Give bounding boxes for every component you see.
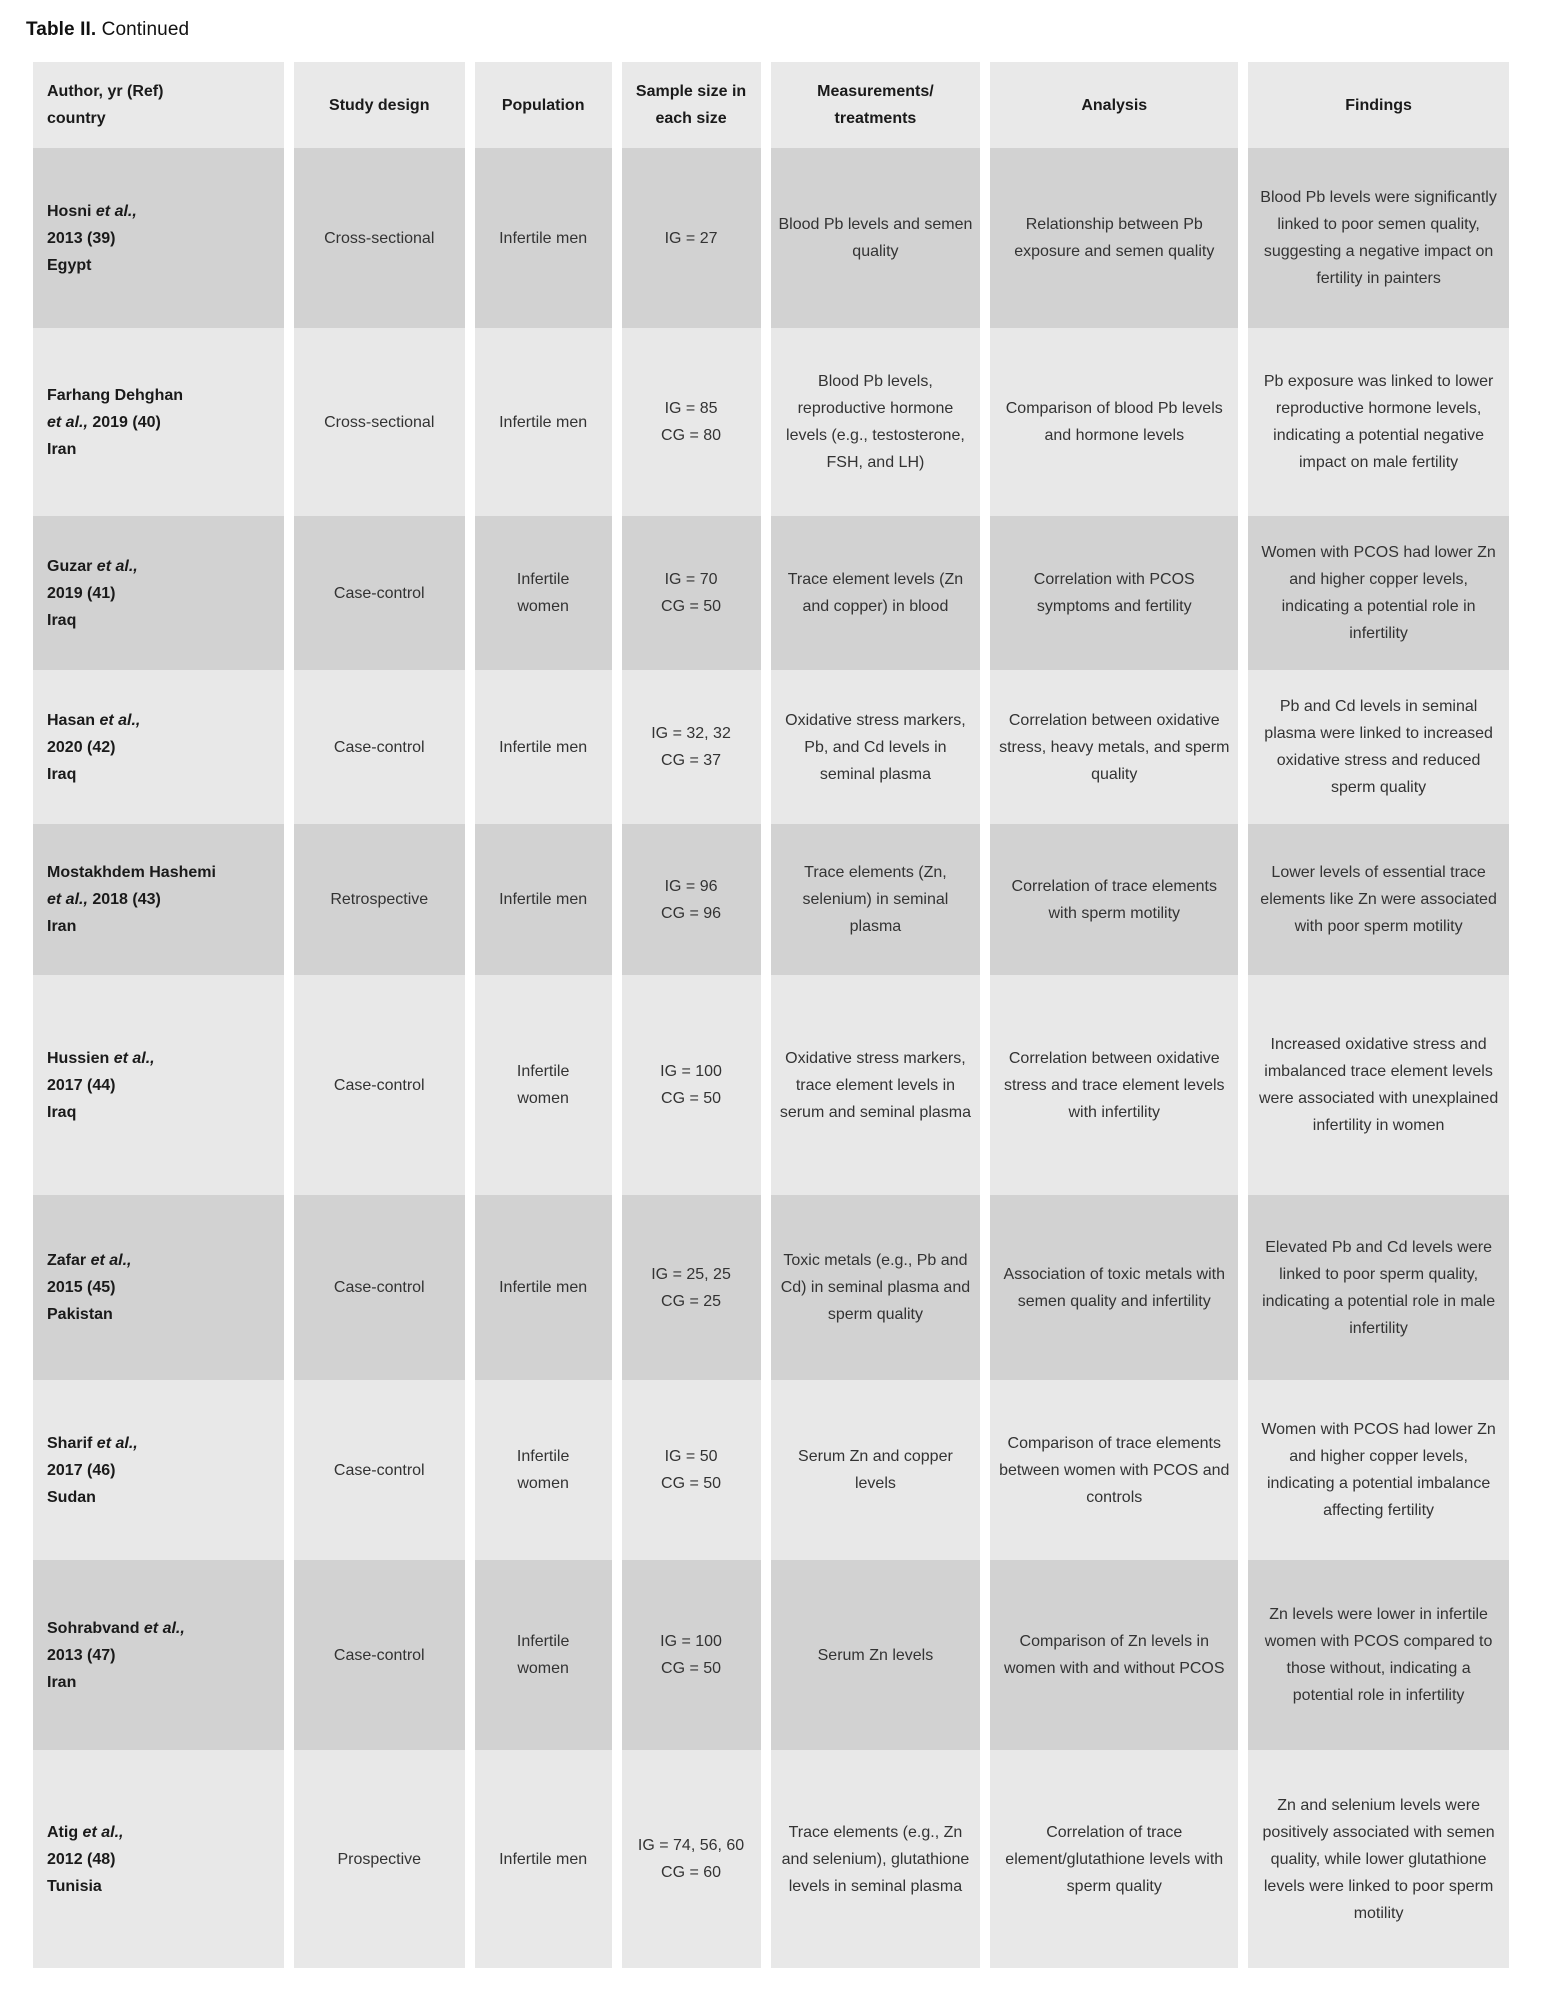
population-cell [475, 670, 612, 824]
study-design-cell: Case-control [294, 1195, 465, 1380]
table-row [33, 1560, 1509, 1750]
study-design-cell: Case-control [294, 975, 465, 1195]
sample-size-cell [622, 1380, 761, 1560]
author-cell [33, 670, 284, 824]
header-population [475, 62, 612, 148]
sample-size-cell [622, 824, 761, 975]
sample-size-cell [622, 148, 761, 328]
population-cell [475, 1195, 612, 1380]
sample-size-line: IG = 100 [660, 1063, 722, 1080]
population-line: Infertile men [499, 229, 588, 247]
header-analysis [990, 62, 1238, 148]
measurements-cell: Trace elements (Zn, selenium) in seminal plasma [771, 824, 981, 975]
sample-size-cell [622, 670, 761, 824]
population-line: Infertile men [499, 1279, 588, 1296]
population-cell [475, 328, 612, 516]
author-line: 2015 (45) [47, 1279, 116, 1296]
author-line: et al., 2018 (43) [47, 891, 161, 908]
table-title [26, 19, 189, 41]
population-line: Infertile [516, 571, 570, 588]
sample-size-cell [622, 1195, 761, 1380]
author-line: Hussien et al., [47, 1049, 155, 1067]
sample-size-line: IG = 32, 32 [651, 725, 731, 742]
author-line: 2019 (41) [47, 584, 116, 602]
population-line: women [517, 1660, 569, 1677]
sample-size-cell [622, 516, 761, 670]
study-design-cell: Cross-sectional [294, 148, 465, 328]
author-line: 2017 (44) [47, 1076, 116, 1094]
header-line: Measurements/ [817, 83, 934, 100]
author-cell [33, 824, 284, 975]
findings-cell: Elevated Pb and Cd levels were linked to poor sperm quality, indicating a potential role in male infertility [1248, 1195, 1509, 1380]
author-line: 2013 (47) [47, 1646, 116, 1664]
header-findings [1248, 62, 1509, 148]
study-design-cell: Cross-sectional [294, 328, 465, 516]
table-row [33, 328, 1509, 516]
author-line: Sohrabvand et al., [47, 1619, 185, 1637]
sample-size-line: CG = 60 [661, 1864, 722, 1881]
sample-size-line: CG = 50 [661, 1660, 722, 1677]
sample-size-line: CG = 50 [661, 598, 722, 615]
author-line: Iraq [47, 1103, 77, 1121]
analysis-cell: Comparison of Zn levels in women with and without PCOS [990, 1560, 1238, 1750]
sample-size-cell [622, 975, 761, 1195]
header-line: Author, yr (Ref) [47, 83, 164, 100]
population-line: Infertile [516, 1063, 570, 1080]
findings-cell: Blood Pb levels were significantly linked to poor semen quality, suggesting a negative impact on fertility in painters [1248, 148, 1509, 328]
header-line: each size [655, 110, 727, 127]
population-line: women [517, 1090, 569, 1107]
findings-cell: Women with PCOS had lower Zn and higher copper levels, indicating a potential imbalance affecting fertility [1248, 1380, 1509, 1560]
author-cell [33, 975, 284, 1195]
author-line: Hosni et al., [47, 202, 137, 220]
author-line: Iraq [47, 611, 77, 629]
sample-size-cell [622, 1560, 761, 1750]
population-cell [475, 975, 612, 1195]
author-line: Sudan [47, 1488, 96, 1506]
table-row [33, 1195, 1509, 1380]
author-line: Tunisia [47, 1877, 102, 1895]
sample-size-line: CG = 80 [661, 427, 722, 444]
population-line: Infertile men [499, 413, 588, 431]
study-design-cell: Retrospective [294, 824, 465, 975]
sample-size-line: IG = 85 [664, 400, 718, 417]
author-line: Pakistan [47, 1306, 113, 1323]
table-title-number: Table II. [26, 19, 97, 40]
measurements-cell: Trace elements (e.g., Zn and selenium), glutathione levels in seminal plasma [771, 1750, 981, 1968]
population-line: Infertile [516, 1633, 570, 1650]
sample-size-line: IG = 70 [664, 571, 718, 588]
studies-table [33, 62, 1509, 1968]
sample-size-line: IG = 100 [660, 1633, 722, 1650]
author-cell [33, 516, 284, 670]
study-design-cell: Case-control [294, 1560, 465, 1750]
findings-cell: Zn levels were lower in infertile women with PCOS compared to those without, indicating a potential role in infertility [1248, 1560, 1509, 1750]
header-sample-size [622, 62, 761, 148]
findings-cell: Zn and selenium levels were positively associated with semen quality, while lower glutathione levels were linked to poor sperm motility [1248, 1750, 1509, 1968]
analysis-cell: Comparison of blood Pb levels and hormone levels [990, 328, 1238, 516]
author-cell [33, 1380, 284, 1560]
population-line: women [517, 598, 569, 615]
author-line: 2017 (46) [47, 1461, 116, 1479]
author-line: et al., 2019 (40) [47, 413, 161, 431]
table-row [33, 1750, 1509, 1968]
sample-size-line: IG = 96 [664, 877, 718, 895]
author-cell [33, 328, 284, 516]
measurements-cell: Serum Zn levels [771, 1560, 981, 1750]
author-line: Iran [47, 1673, 77, 1691]
author-cell [33, 1750, 284, 1968]
author-line: Guzar et al., [47, 557, 138, 575]
sample-size-line: IG = 50 [664, 1448, 718, 1465]
author-line: 2020 (42) [47, 738, 116, 756]
measurements-cell: Oxidative stress markers, trace element levels in serum and seminal plasma [771, 975, 981, 1195]
author-line: 2013 (39) [47, 229, 116, 247]
sample-size-cell [622, 328, 761, 516]
sample-size-line: CG = 50 [661, 1475, 722, 1492]
sample-size-line: IG = 25, 25 [651, 1265, 731, 1283]
findings-cell: Pb exposure was linked to lower reproductive hormone levels, indicating a potential negative impact on male fertility [1248, 328, 1509, 516]
measurements-cell: Trace element levels (Zn and copper) in blood [771, 516, 981, 670]
header-line: Findings [1345, 96, 1412, 114]
sample-size-line: IG = 27 [664, 229, 718, 247]
header-author [33, 62, 284, 148]
table-row [33, 1380, 1509, 1560]
population-cell [475, 148, 612, 328]
header-line: Population [501, 96, 585, 114]
author-line: Mostakhdem Hashemi [47, 864, 216, 881]
analysis-cell: Correlation of trace elements with sperm motility [990, 824, 1238, 975]
author-cell [33, 1560, 284, 1750]
header-line: country [47, 110, 106, 127]
population-line: women [517, 1475, 569, 1492]
population-cell [475, 516, 612, 670]
analysis-cell: Association of toxic metals with semen quality and infertility [990, 1195, 1238, 1380]
sample-size-line: CG = 96 [661, 904, 722, 922]
sample-size-line: CG = 50 [661, 1090, 722, 1107]
author-line: Iran [47, 440, 77, 458]
measurements-cell: Blood Pb levels and semen quality [771, 148, 981, 328]
sample-size-line: IG = 74, 56, 60 [637, 1837, 745, 1854]
author-line: Zafar et al., [47, 1252, 132, 1269]
table-row [33, 516, 1509, 670]
author-line: Iran [47, 918, 77, 935]
author-cell [33, 1195, 284, 1380]
measurements-cell: Serum Zn and copper levels [771, 1380, 981, 1560]
population-line: Infertile men [499, 891, 588, 908]
header-line: Sample size in [635, 83, 747, 100]
findings-cell: Women with PCOS had lower Zn and higher copper levels, indicating a potential role in infertility [1248, 516, 1509, 670]
population-line: Infertile men [499, 738, 588, 756]
analysis-cell: Correlation with PCOS symptoms and fertility [990, 516, 1238, 670]
analysis-cell: Correlation between oxidative stress and trace element levels with infertility [990, 975, 1238, 1195]
header-measurements [771, 62, 981, 148]
measurements-cell: Toxic metals (e.g., Pb and Cd) in seminal plasma and sperm quality [771, 1195, 981, 1380]
author-line: Farhang Dehghan [47, 386, 184, 404]
header-line: Analysis [1081, 96, 1148, 114]
population-cell [475, 824, 612, 975]
findings-cell: Lower levels of essential trace elements like Zn were associated with poor sperm motility [1248, 824, 1509, 975]
findings-cell: Pb and Cd levels in seminal plasma were linked to increased oxidative stress and reduced sperm quality [1248, 670, 1509, 824]
table-row [33, 824, 1509, 975]
measurements-cell: Blood Pb levels, reproductive hormone levels (e.g., testosterone, FSH, and LH) [771, 328, 981, 516]
findings-cell: Increased oxidative stress and imbalanced trace element levels were associated with unexplained infertility in women [1248, 975, 1509, 1195]
study-design-cell: Prospective [294, 1750, 465, 1968]
sample-size-cell [622, 1750, 761, 1968]
population-line: Infertile men [499, 1850, 588, 1868]
population-cell [475, 1560, 612, 1750]
measurements-cell: Oxidative stress markers, Pb, and Cd levels in seminal plasma [771, 670, 981, 824]
population-cell [475, 1380, 612, 1560]
study-design-cell: Case-control [294, 670, 465, 824]
table-row [33, 148, 1509, 328]
table-header-row [33, 62, 1509, 148]
header-line: Study design [329, 96, 430, 114]
header-study-design [294, 62, 465, 148]
author-line: Hasan et al., [47, 711, 141, 729]
analysis-cell: Correlation between oxidative stress, heavy metals, and sperm quality [990, 670, 1238, 824]
author-line: Sharif et al., [47, 1434, 138, 1452]
analysis-cell: Comparison of trace elements between women with PCOS and controls [990, 1380, 1238, 1560]
study-design-cell: Case-control [294, 516, 465, 670]
author-line: Egypt [47, 256, 92, 274]
population-line: Infertile [516, 1448, 570, 1465]
author-line: 2012 (48) [47, 1850, 116, 1868]
table-row [33, 670, 1509, 824]
table-title-continued: Continued [101, 19, 190, 40]
population-cell [475, 1750, 612, 1968]
study-design-cell: Case-control [294, 1380, 465, 1560]
author-cell [33, 148, 284, 328]
author-line: Iraq [47, 765, 77, 783]
analysis-cell: Relationship between Pb exposure and semen quality [990, 148, 1238, 328]
analysis-cell: Correlation of trace element/glutathione levels with sperm quality [990, 1750, 1238, 1968]
table-row [33, 975, 1509, 1195]
author-line: Atig et al., [47, 1823, 124, 1841]
sample-size-line: CG = 37 [661, 752, 722, 769]
header-line: treatments [834, 110, 917, 127]
sample-size-line: CG = 25 [661, 1292, 722, 1310]
